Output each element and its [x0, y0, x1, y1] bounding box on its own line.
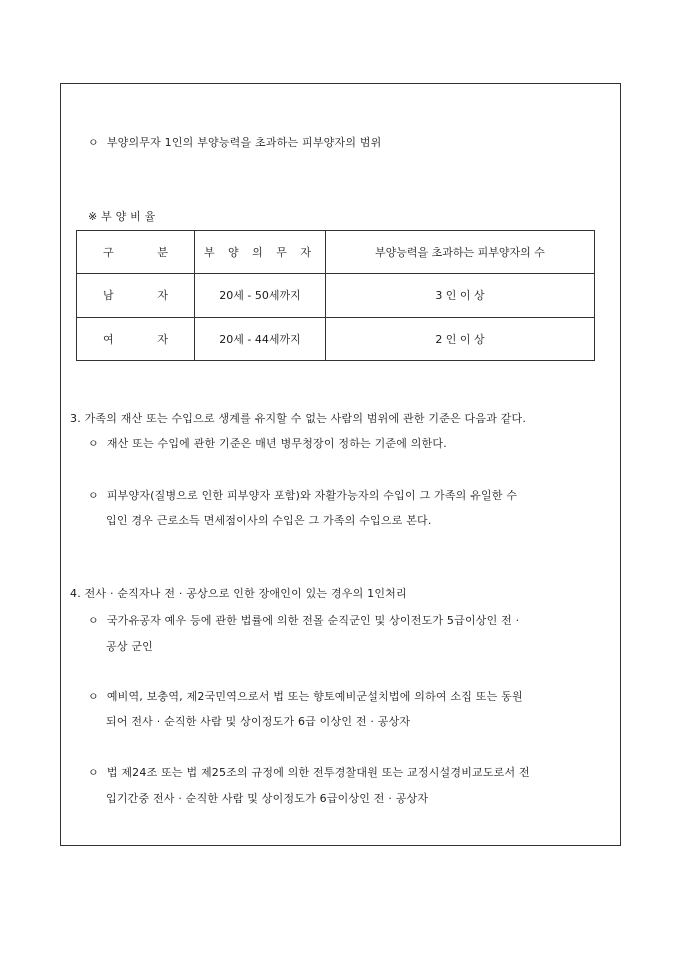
list-item: ㅇ 피부양자(질병으로 인한 피부양자 포함)와 자활가능자의 수입이 그 가족의 유일한 수 — [88, 489, 518, 502]
table-row — [77, 274, 595, 317]
section-4-heading: 4. 전사 · 순직자나 전 · 공상으로 인한 장애인이 있는 경우의 1인처리 — [70, 587, 407, 600]
table-header-cell: 구 분 — [77, 231, 195, 274]
circle-bullet-icon: ㅇ — [88, 489, 99, 502]
table-cell-age: 20세 - 50세까지 — [195, 274, 326, 317]
circle-bullet-icon: ㅇ — [88, 614, 99, 627]
table-header-cell: 부 양 의 무 자 — [195, 231, 326, 274]
support-ratio-note-title: ※ 부 양 비 율 — [88, 210, 156, 223]
list-item-continuation: 되어 전사 · 순직한 사람 및 상이정도가 6급 이상인 전 · 공상자 — [106, 715, 411, 728]
list-item: ㅇ 법 제24조 또는 법 제25조의 규정에 의한 전투경찰대원 또는 교정시설경비교도로서 전 — [88, 766, 530, 779]
circle-bullet-icon: ㅇ — [88, 136, 99, 149]
support-scope-item — [88, 134, 382, 150]
document-frame — [60, 83, 621, 846]
circle-bullet-icon: ㅇ — [88, 690, 99, 703]
support-ratio-table — [76, 230, 595, 361]
table-cell-gender: 남 자 — [77, 274, 195, 317]
circle-bullet-icon: ㅇ — [88, 766, 99, 779]
table-cell-age: 20세 - 44세까지 — [195, 317, 326, 360]
section-3-heading: 3. 가족의 재산 또는 수입으로 생계를 유지할 수 없는 사람의 범위에 관한 기준은 다음과 같다. — [70, 412, 527, 425]
table-cell-count: 3 인 이 상 — [326, 274, 595, 317]
list-item: ㅇ 국가유공자 예우 등에 관한 법률에 의한 전몰 순직군인 및 상이전도가 5급이상인 전 · — [88, 614, 520, 627]
support-scope-text: 부양의무자 1인의 부양능력을 초과하는 피부양자의 범위 — [106, 136, 382, 149]
table-cell-gender: 여 자 — [77, 317, 195, 360]
list-item-continuation: 공상 군인 — [106, 640, 154, 653]
list-item-continuation: 입기간중 전사 · 순직한 사람 및 상이정도가 6급이상인 전 · 공상자 — [106, 792, 429, 805]
list-item: ㅇ 재산 또는 수입에 관한 기준은 매년 병무청장이 정하는 기준에 의한다. — [88, 437, 447, 450]
circle-bullet-icon: ㅇ — [88, 437, 99, 450]
table-header-cell: 부양능력을 초과하는 피부양자의 수 — [326, 231, 595, 274]
table-header-row — [77, 231, 595, 274]
table-cell-count: 2 인 이 상 — [326, 317, 595, 360]
table-row — [77, 317, 595, 360]
list-item-continuation: 입인 경우 근로소득 면세점이사의 수입은 그 가족의 수입으로 본다. — [106, 514, 432, 527]
list-item: ㅇ 예비역, 보충역, 제2국민역으로서 법 또는 향토예비군설치법에 의하여 소집 또는 동원 — [88, 690, 523, 703]
